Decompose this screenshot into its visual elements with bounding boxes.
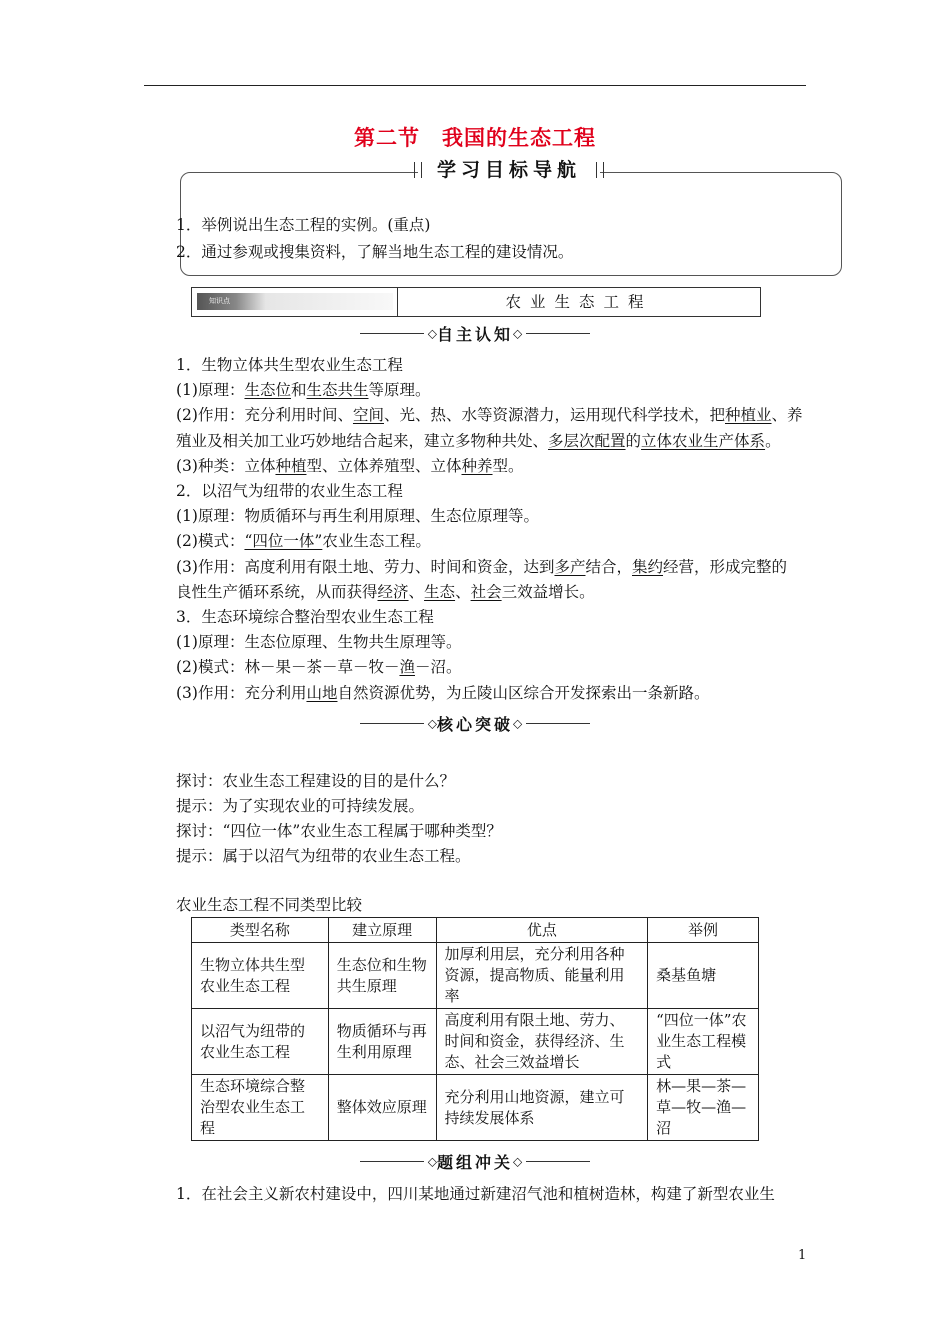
table-header-cell: 举例	[648, 918, 759, 943]
topic-2-principle: (1)原理：物质循环与再生利用原理、生态位原理等。	[176, 507, 539, 525]
table-cell: 林—果—茶—草—牧—渔—沼	[648, 1075, 759, 1141]
topic-3-title: 3．生态环境综合整治型农业生态工程	[176, 608, 434, 626]
topic-3-effect: (3)作用：充分利用山地自然资源优势，为丘陵山区综合开发探索出一条新路。	[176, 684, 710, 702]
table-header-cell: 优点	[436, 918, 648, 943]
topic-1-effect-line-2: 殖业及相关加工业巧妙地结合起来，建立多物种共处、多层次配置的立体农业生产体系。	[176, 432, 781, 450]
topic-2-mode: (2)模式：“四位一体”农业生态工程。	[176, 532, 431, 550]
core-answer-1: 提示：为了实现农业的可持续发展。	[176, 797, 425, 815]
page-title: 第二节 我国的生态工程	[354, 126, 596, 150]
section-self-study-heading: ◇自主认知◇	[0, 322, 950, 345]
table-caption: 农业生态工程不同类型比较	[176, 896, 363, 914]
table-row	[192, 1009, 759, 1075]
section-core-heading: ◇核心突破◇	[0, 712, 950, 735]
core-question-1: 探讨：农业生态工程建设的目的是什么？	[176, 772, 456, 790]
table-cell: 以沼气为纽带的农业生态工程	[192, 1009, 329, 1075]
topic-2-effect-line-1: (3)作用：高度利用有限土地、劳力、时间和资金，达到多产结合，集约经营，形成完整的	[176, 558, 788, 576]
table-cell: 生物立体共生型农业生态工程	[192, 943, 329, 1009]
topic-1-effect-line-1: (2)作用：充分利用时间、空间、光、热、水等资源潜力，运用现代科学技术，把种植业、养	[176, 406, 803, 424]
table-cell: 加厚利用层，充分利用各种资源，提高物质、能量利用率	[436, 943, 648, 1009]
knowledge-point-bar	[191, 287, 761, 317]
table-cell: 高度利用有限土地、劳力、时间和资金，获得经济、生态、社会三效益增长	[436, 1009, 648, 1075]
knowledge-point-title: 农业生态工程	[505, 293, 653, 311]
comparison-table	[191, 917, 759, 1141]
table-cell: 桑基鱼塘	[648, 943, 759, 1009]
table-cell: 充分利用山地资源，建立可持续发展体系	[436, 1075, 648, 1141]
topic-2-effect-line-2: 良性生产循环系统，从而获得经济、生态、社会三效益增长。	[176, 583, 595, 601]
table-header-cell: 建立原理	[328, 918, 436, 943]
table-cell: 物质循环与再生利用原理	[328, 1009, 436, 1075]
topic-1-kinds: (3)种类：立体种植型、立体养殖型、立体种养型。	[176, 457, 524, 475]
section-practice-heading: ◇题组冲关◇	[0, 1150, 950, 1173]
table-cell: 整体效应原理	[328, 1075, 436, 1141]
topic-3-principle: (1)原理：生态位原理、生物共生原理等。	[176, 633, 462, 651]
core-answer-2: 提示：属于以沼气为纽带的农业生态工程。	[176, 847, 471, 865]
table-header-row	[192, 918, 759, 943]
learning-goals-banner: 学习目标导航	[418, 156, 600, 184]
table-row	[192, 1075, 759, 1141]
knowledge-point-tag: 知识点	[197, 293, 393, 310]
header-rule	[144, 85, 806, 86]
goal-item-1: 1．举例说出生态工程的实例。(重点)	[176, 216, 431, 234]
table-cell: 生态环境综合整治型农业生态工程	[192, 1075, 329, 1141]
practice-question-1: 1．在社会主义新农村建设中，四川某地通过新建沼气池和植树造林，构建了新型农业生	[176, 1185, 775, 1203]
table-cell: 生态位和生物共生原理	[328, 943, 436, 1009]
topic-1-title: 1．生物立体共生型农业生态工程	[176, 356, 403, 374]
goal-item-2: 2．通过参观或搜集资料，了解当地生态工程的建设情况。	[176, 243, 574, 261]
topic-3-mode: (2)模式：林－果－茶－草－牧－渔－沼。	[176, 658, 462, 676]
topic-1-principle: (1)原理：生态位和生态共生等原理。	[176, 381, 431, 399]
page-number: 1	[798, 1248, 807, 1263]
table-cell: “四位一体”农业生态工程模式	[648, 1009, 759, 1075]
topic-2-title: 2．以沼气为纽带的农业生态工程	[176, 482, 403, 500]
table-row	[192, 943, 759, 1009]
core-question-2: 探讨：“四位一体”农业生态工程属于哪种类型？	[176, 822, 502, 840]
table-header-cell: 类型名称	[192, 918, 329, 943]
